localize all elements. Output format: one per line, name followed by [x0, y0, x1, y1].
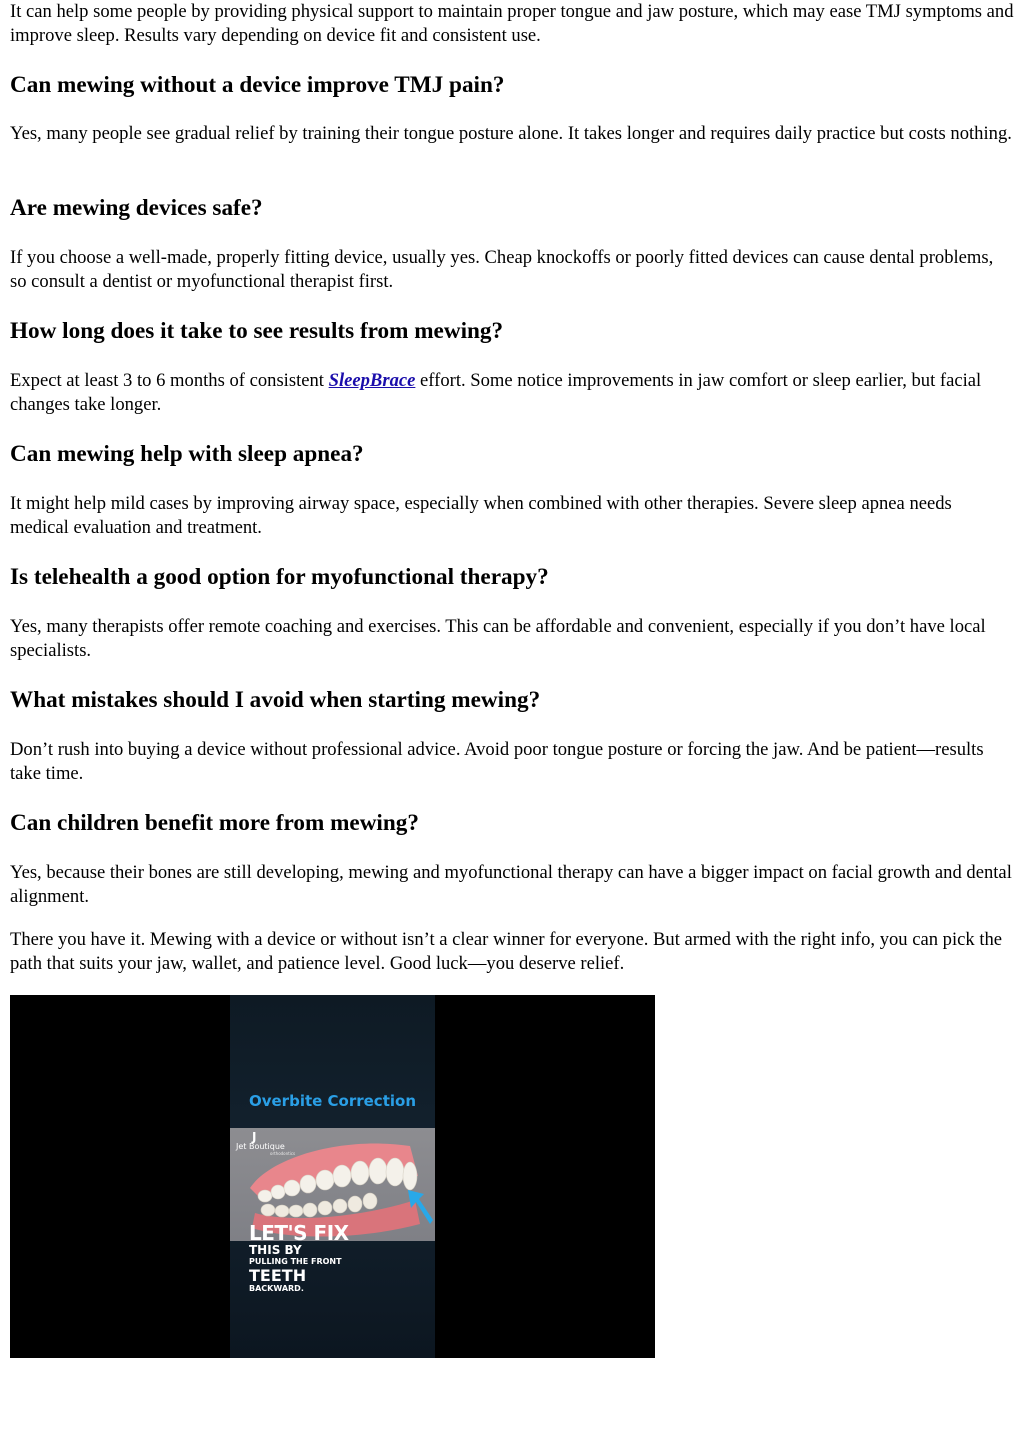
faq-item [10, 71, 1014, 99]
sleepbrace-link[interactable]: SleepBrace [328, 370, 416, 391]
logo-name: Jet Boutique [236, 1142, 285, 1151]
caption-line: LET'S FIX [249, 1221, 349, 1245]
faq-item [10, 317, 1014, 345]
faq-question: Can mewing without a device improve TMJ pain? [10, 72, 505, 98]
faq-answer: Don’t rush into buying a device without professional advice. Avoid poor tongue posture or forcing the jaw. And be patient—results take time. [10, 739, 984, 784]
video-frame [230, 995, 435, 1358]
logo-subtitle: orthodontics [270, 1151, 296, 1156]
faq-answer-block [10, 861, 1014, 908]
conclusion-paragraph [10, 928, 1014, 975]
answer-text-after: effort. Some notice improvements in jaw comfort or sleep earlier, but facial changes take longer. [10, 370, 982, 415]
caption-line: TEETH [249, 1266, 307, 1285]
faq-answer: It might help mild cases by improving airway space, especially when combined with other therapies. Severe sleep apnea needs medical evaluation and treatment. [10, 493, 952, 538]
faq-question: What mistakes should I avoid when starting mewing? [10, 687, 541, 713]
video-title: Overbite Correction [248, 1092, 416, 1110]
faq-item [10, 563, 1014, 591]
faq-answer-block [10, 492, 1014, 539]
intro-paragraph [10, 0, 1014, 47]
faq-question: Are mewing devices safe? [10, 195, 263, 221]
faq-answer: If you choose a well-made, properly fitting device, usually yes. Cheap knockoffs or poorly fitted devices can cause dental problems, so consult a dentist or myofunctional therapist first. [10, 247, 994, 292]
faq-answer-block [10, 122, 1014, 146]
caption-line: THIS BY [249, 1243, 302, 1257]
faq-question: Can mewing help with sleep apnea? [10, 441, 364, 467]
faq-answer: Yes, because their bones are still developing, mewing and myofunctional therapy can have a bigger impact on facial growth and dental alignment. [10, 862, 1012, 907]
video-caption [249, 1222, 349, 1294]
caption-line: BACKWARD. [249, 1284, 304, 1293]
faq-answer-block [10, 615, 1014, 662]
intro-text: It can help some people by providing physical support to maintain proper tongue and jaw posture, which may ease TMJ symptoms and improve sleep. Results vary depending on device fit and consistent use. [10, 1, 1014, 46]
faq-item [10, 194, 1014, 222]
faq-item [10, 809, 1014, 837]
logo-mark: J [252, 1130, 257, 1144]
faq-answer-block [10, 738, 1014, 785]
faq-answer [10, 369, 1014, 416]
faq-answer: Yes, many therapists offer remote coaching and exercises. This can be affordable and convenient, especially if you don’t have local specialists. [10, 616, 986, 661]
answer-text-before: Expect at least 3 to 6 months of consistent [10, 370, 329, 391]
faq-answer-block [10, 369, 1014, 416]
faq-question: Is telehealth a good option for myofunctional therapy? [10, 564, 549, 590]
video-embed[interactable] [10, 995, 655, 1358]
faq-item [10, 440, 1014, 468]
faq-answer: Yes, many people see gradual relief by training their tongue posture alone. It takes longer and requires daily practice but costs nothing. [10, 123, 1012, 144]
faq-question: How long does it take to see results from mewing? [10, 318, 504, 344]
conclusion-text: There you have it. Mewing with a device or without isn’t a clear winner for everyone. But armed with the right info, you can pick the path that suits your jaw, wallet, and patience level. Good luck—you deserve relief. [10, 929, 1003, 974]
faq-item [10, 686, 1014, 714]
faq-answer-block [10, 246, 1014, 293]
faq-question: Can children benefit more from mewing? [10, 810, 419, 836]
caption-line: PULLING THE FRONT [249, 1257, 342, 1266]
